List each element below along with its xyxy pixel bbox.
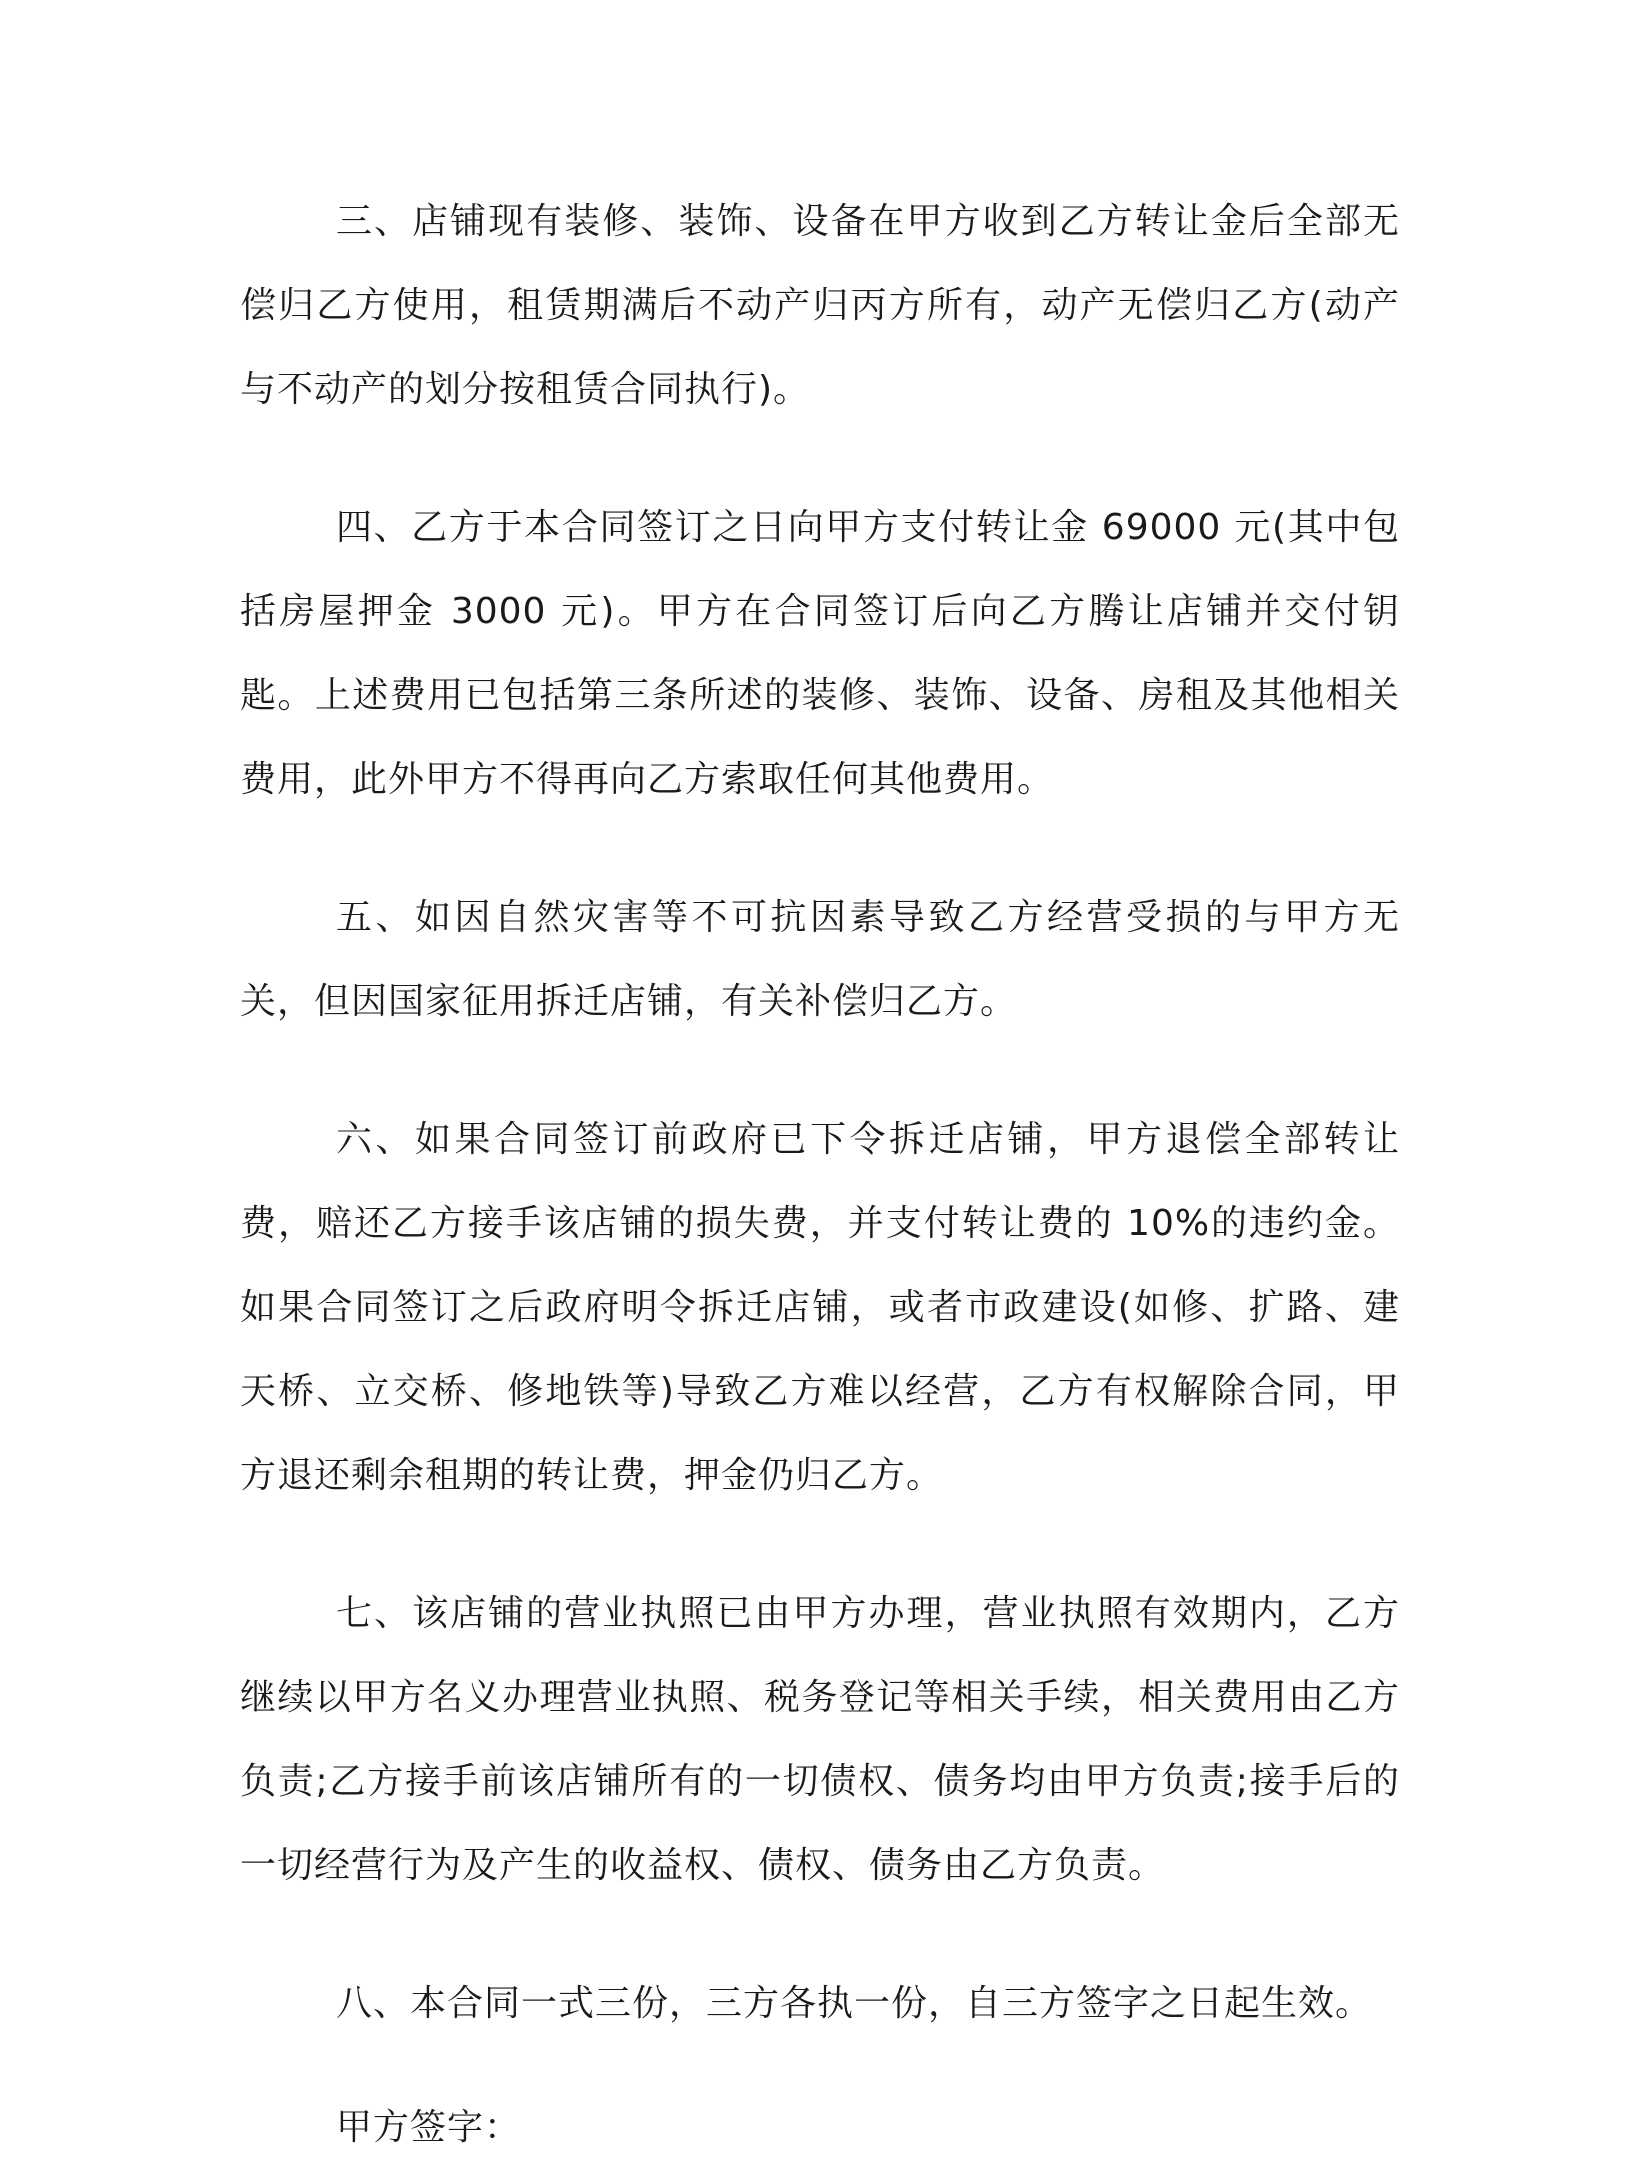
clause-4: 四、乙方于本合同签订之日向甲方支付转让金 69000 元(其中包括房屋押金 3000 元)。甲方在合同签订后向乙方腾让店铺并交付钥匙。上述费用已包括第三条所述的装修、装饰、设备、房租及其他相关费用，此外甲方不得再向乙方索取任何其他费用。: [240, 507, 1400, 800]
clause-3: 三、店铺现有装修、装饰、设备在甲方收到乙方转让金后全部无偿归乙方使用，租赁期满后不动产归丙方所有，动产无偿归乙方(动产与不动产的划分按租赁合同执行)。: [240, 201, 1400, 410]
party-a-signature-label: 甲方签字：: [336, 2107, 522, 2148]
clause-6: 六、如果合同签订前政府已下令拆迁店铺，甲方退偿全部转让费，赔还乙方接手该店铺的损失费，并支付转让费的 10%的违约金。如果合同签订之后政府明令拆迁店铺，或者市政建设(如修、扩路、建天桥、立交桥、修地铁等)导致乙方难以经营，乙方有权解除合同，甲方退还剩余租期的转让费，押金仍归乙方。: [240, 1119, 1400, 1496]
clause-8: 八、本合同一式三份，三方各执一份，自三方签字之日起生效。: [336, 1983, 1373, 2024]
document-body: [240, 180, 1400, 2170]
clause-5: 五、如因自然灾害等不可抗因素导致乙方经营受损的与甲方无关，但因国家征用拆迁店铺，有关补偿归乙方。: [240, 897, 1400, 1022]
clause-7: 七、该店铺的营业执照已由甲方办理，营业执照有效期内，乙方继续以甲方名义办理营业执照、税务登记等相关手续，相关费用由乙方负责;乙方接手前该店铺所有的一切债权、债务均由甲方负责;接手后的一切经营行为及产生的收益权、债权、债务由乙方负责。: [240, 1593, 1400, 1886]
